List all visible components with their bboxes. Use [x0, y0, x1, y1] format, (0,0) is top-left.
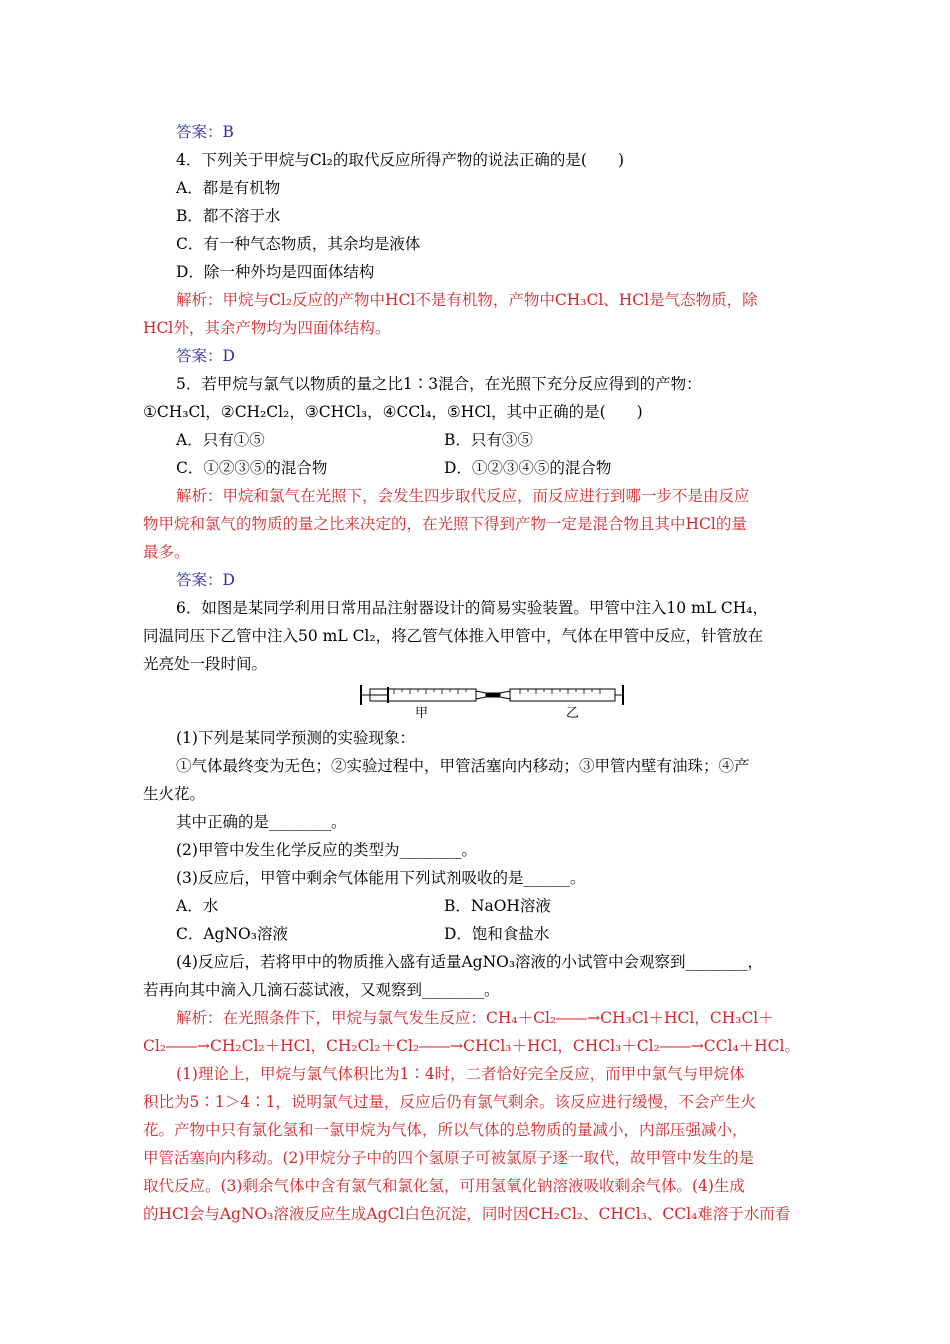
q6-analysis-line: 积比为5∶1＞4∶1，说明氯气过量，反应后仍有氯气剩余。该反应进行缓慢，不会产生火 — [143, 1093, 756, 1111]
q6-analysis-line: (1)理论上，甲烷与氯气体积比为1∶4时，二者恰好完全反应，而甲中氯气与甲烷体 — [176, 1065, 745, 1083]
q6-analysis-line: 解析：在光照条件下，甲烷与氯气发生反应：CH₄＋Cl₂――→CH₃Cl＋HCl，CH₃Cl＋ — [176, 1009, 774, 1027]
q5-analysis-line: 物甲烷和氯气的物质的量之比来决定的，在光照下得到产物一定是混合物且其中HCl的量 — [143, 515, 747, 533]
q6-sub4-line: (4)反应后，若将甲中的物质推入盛有适量AgNO₃溶液的小试管中会观察到________， — [176, 953, 764, 971]
q6-sub1-line: 其中正确的是________。 — [176, 813, 347, 831]
q4-analysis-line: HCl外，其余产物均为四面体结构。 — [143, 319, 391, 337]
q6-analysis-line: 花。产物中只有氯化氢和一氯甲烷为气体，所以气体的总物质的量减小，内部压强减小， — [143, 1121, 748, 1139]
q6-analysis-line: 甲管活塞向内移动。(2)甲烷分子中的四个氢原子可被氯原子逐一取代，故甲管中发生的是 — [143, 1149, 754, 1167]
q5-stem-line: 5．若甲烷与氯气以物质的量之比1∶3混合，在光照下充分反应得到的产物： — [176, 375, 702, 393]
q5-option-b: B．只有③⑤ — [444, 431, 533, 449]
q6-sub3-option-d: D．饱和食盐水 — [444, 925, 550, 943]
q6-sub4-line: 若再向其中滴入几滴石蕊试液，又观察到________。 — [143, 981, 500, 999]
q6-stem-line: 6．如图是某同学利用日常用品注射器设计的简易实验装置。甲管中注入10 mL CH₄， — [176, 599, 769, 617]
q6-stem-line: 同温同压下乙管中注入50 mL Cl₂，将乙管气体推入甲管中，气体在甲管中反应，针管放在 — [143, 627, 764, 645]
q4-option-c: C．有一种气态物质，其余均是液体 — [176, 235, 421, 253]
q5-analysis-line: 解析：甲烷和氯气在光照下，会发生四步取代反应，而反应进行到哪一步不是由反应 — [176, 487, 750, 505]
q4-option-b: B．都不溶于水 — [176, 207, 281, 225]
q5-analysis-line: 最多。 — [143, 543, 190, 561]
q6-sub1-line: (1)下列是某同学预测的实验现象： — [176, 729, 415, 747]
syringe-apparatus-drawing — [358, 682, 628, 722]
q4-option-d: D．除一种外均是四面体结构 — [176, 263, 375, 281]
q4-stem: 4．下列关于甲烷与Cl₂的取代反应所得产物的说法正确的是( ) — [176, 151, 624, 169]
syringe-apparatus-figure — [358, 682, 628, 726]
q4-analysis-line: 解析：甲烷与Cl₂反应的产物中HCl不是有机物，产物中CH₃Cl、HCl是气态物质，除 — [176, 291, 758, 309]
q6-stem-line: 光亮处一段时间。 — [143, 655, 268, 673]
syringe-label-jia: 甲 — [415, 706, 429, 721]
q5-option-d: D．①②③④⑤的混合物 — [444, 459, 612, 477]
q6-analysis-line: Cl₂――→CH₂Cl₂＋HCl，CH₂Cl₂＋Cl₂――→CHCl₃＋HCl，CHCl₃＋Cl₂――→CCl₄＋HCl。 — [143, 1037, 801, 1055]
q6-sub3-option-a: A．水 — [176, 897, 219, 915]
q6-sub1-line: 生火花。 — [143, 785, 206, 803]
q5-answer: 答案：D — [176, 571, 235, 589]
q6-analysis-line: 取代反应。(3)剩余气体中含有氯气和氯化氢，可用氢氧化钠溶液吸收剩余气体。(4)生成 — [143, 1177, 745, 1195]
q6-sub2: (2)甲管中发生化学反应的类型为________。 — [176, 841, 477, 859]
q6-sub3-option-b: B．NaOH溶液 — [444, 897, 551, 915]
q6-sub1-line: ①气体最终变为无色；②实验过程中，甲管活塞向内移动；③甲管内壁有油珠；④产 — [176, 757, 750, 775]
q4-option-a: A．都是有机物 — [176, 179, 281, 197]
q6-analysis-line: 的HCl会与AgNO₃溶液反应生成AgCl白色沉淀，同时因CH₂Cl₂、CHCl₃、CCl₄难溶于水而看 — [143, 1205, 791, 1223]
q4-answer: 答案：D — [176, 347, 235, 365]
q5-stem-line: ①CH₃Cl，②CH₂Cl₂，③CHCl₃，④CCl₄，⑤HCl，其中正确的是( ) — [143, 403, 643, 421]
q6-sub3: (3)反应后，甲管中剩余气体能用下列试剂吸收的是______。 — [176, 869, 586, 887]
q5-option-a: A．只有①⑤ — [176, 431, 265, 449]
syringe-label-yi: 乙 — [566, 706, 580, 721]
q6-sub3-option-c: C．AgNO₃溶液 — [176, 925, 288, 943]
q3-answer: 答案：B — [176, 123, 234, 141]
q5-option-c: C．①②③⑤的混合物 — [176, 459, 328, 477]
